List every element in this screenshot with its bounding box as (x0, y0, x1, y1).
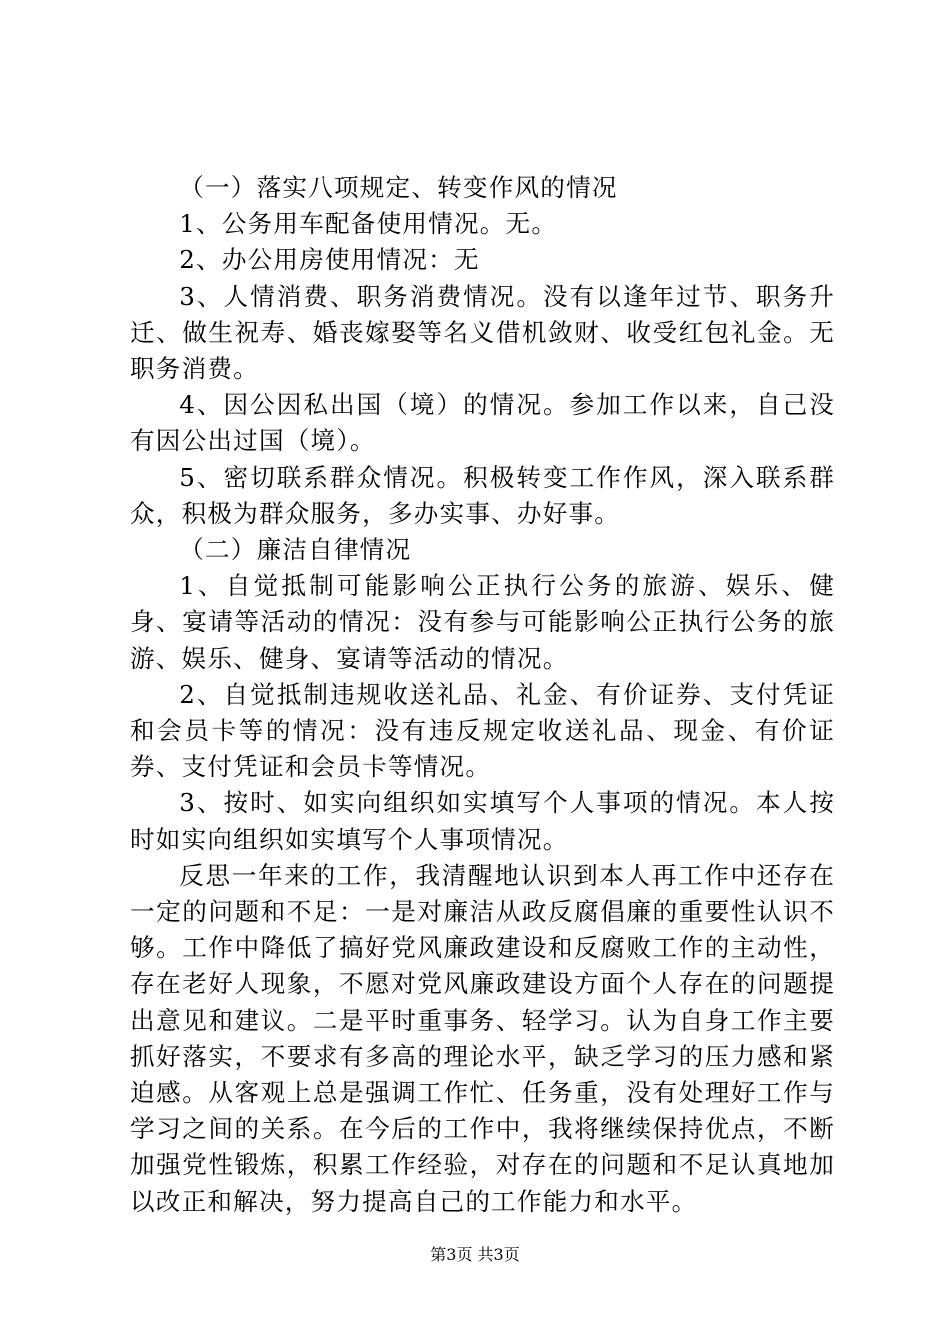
paragraph-official-cars: 1、公务用车配备使用情况。无。 (179, 209, 558, 239)
section-heading-1: （一）落实八项规定、转变作风的情况 (179, 173, 618, 202)
section-heading-2: （二）廉洁自律情况 (179, 535, 412, 565)
document-body (130, 170, 835, 1220)
paragraph-gifts: 2、自觉抵制违规收送礼品、礼金、有价证券、支付凭证和会员卡等的情况：没有违反规定收送礼品、现金、有价证券、支付凭证和会员卡等情况。 (130, 679, 835, 782)
paragraph-entertainment: 1、自觉抵制可能影响公正执行公务的旅游、娱乐、健身、宴请等活动的情况：没有参与可能影响公正执行公务的旅游、娱乐、健身、宴请等活动的情况。 (130, 571, 835, 673)
paragraph-reflection: 反思一年来的工作，我清醒地认识到本人再工作中还存在一定的问题和不足：一是对廉洁从政反腐倡廉的重要性认识不够。工作中降低了搞好党风廉政建设和反腐败工作的主动性，存在老好人现象，不愿对党风廉政建设方面个人存在的问题提出意见和建议。二是平时重事务、轻学习。认为自身工作主要抓好落实，不要求有多高的理论水平，缺乏学习的压力感和紧迫感。从客观上总是强调工作忙、任务重，没有处理好工作与学习之间的关系。在今后的工作中，我将继续保持优点，不断加强党性锻炼，积累工作经验，对存在的问题和不足认真地加以改正和解决，努力提高自己的工作能力和水平。 (130, 860, 835, 1216)
paragraph-personal-matters: 3、按时、如实向组织如实填写个人事项的情况。本人按时如实向组织如实填写个人事项情况。 (130, 788, 835, 854)
page-footer: 第3页 共3页 (430, 1245, 520, 1264)
paragraph-travel-abroad: 4、因公因私出国（境）的情况。参加工作以来，自己没有因公出过国（境）。 (130, 390, 835, 456)
paragraph-consumption: 3、人情消费、职务消费情况。没有以逢年过节、职务升迁、做生祝寿、婚丧嫁娶等名义借机敛财、收受红包礼金。无职务消费。 (130, 281, 835, 384)
paragraph-masses: 5、密切联系群众情况。积极转变工作作风，深入联系群众，积极为群众服务，多办实事、办好事。 (130, 462, 835, 528)
paragraph-office-space: 2、办公用房使用情况：无 (179, 245, 480, 275)
